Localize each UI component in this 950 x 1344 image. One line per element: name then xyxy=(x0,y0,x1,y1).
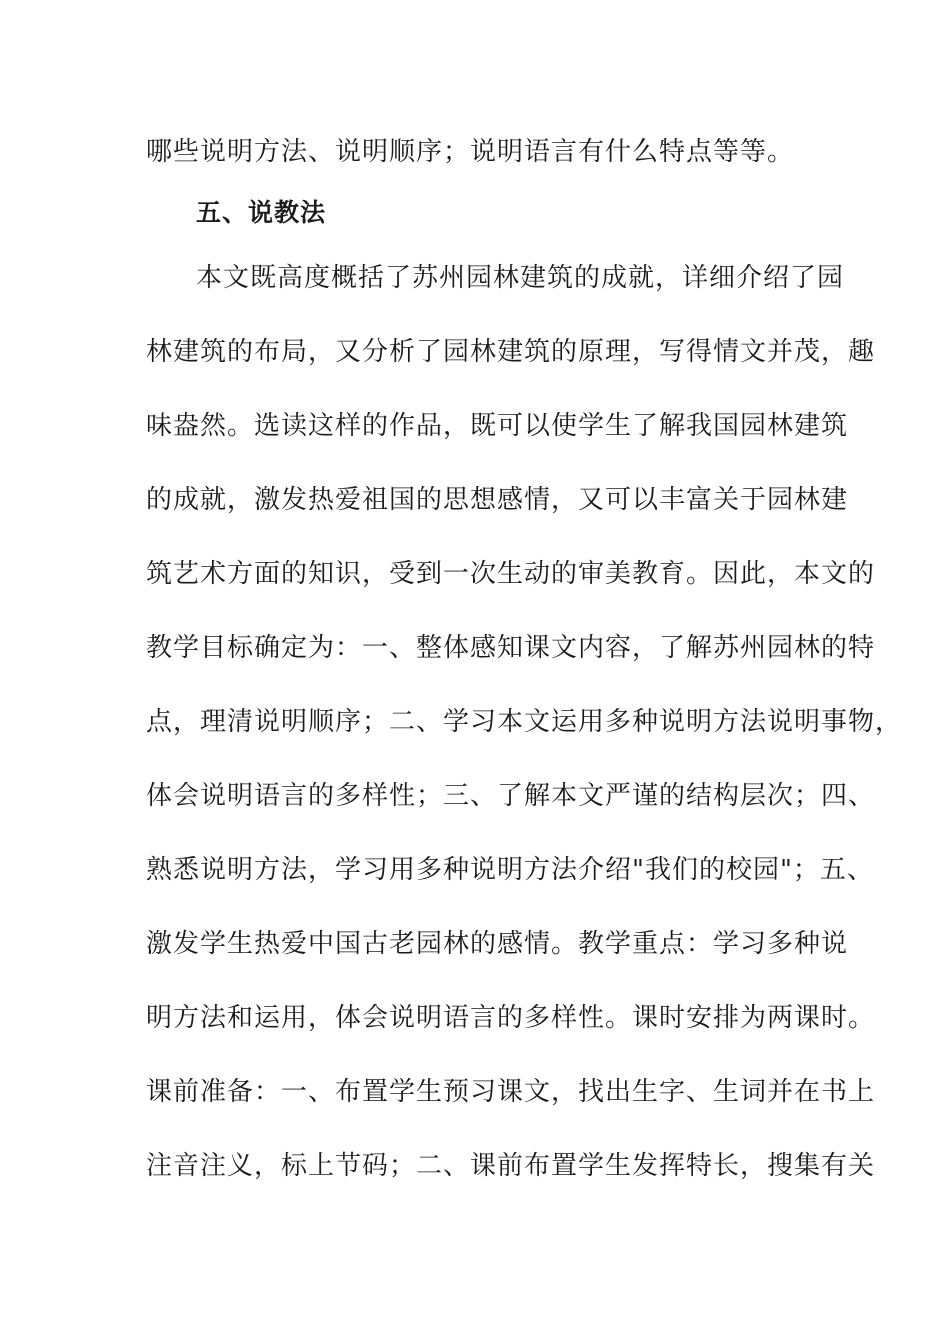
paragraph-line: 明方法和运用，体会说明语言的多样性。课时安排为两课时。 xyxy=(146,1003,876,1033)
paragraph-line: 味盎然。选读这样的作品，既可以使学生了解我国园林建筑 xyxy=(146,411,849,441)
intro-line: 哪些说明方法、说明顺序；说明语言有什么特点等等。 xyxy=(146,137,795,167)
paragraph-line: 点，理清说明顺序；二、学习本文运用多种说明方法说明事物， xyxy=(146,707,903,737)
paragraph-line: 注音注义，标上节码；二、课前布置学生发挥特长，搜集有关 xyxy=(146,1151,876,1181)
paragraph-line: 激发学生热爱中国古老园林的感情。教学重点：学习多种说 xyxy=(146,929,849,959)
paragraph-line: 筑艺术方面的知识，受到一次生动的审美教育。因此，本文的 xyxy=(146,559,876,589)
paragraph-line: 林建筑的布局，又分析了园林建筑的原理，写得情文并茂，趣 xyxy=(146,337,876,367)
paragraph-line: 体会说明语言的多样性；三、了解本文严谨的结构层次；四、 xyxy=(146,781,876,811)
paragraph-line: 课前准备：一、布置学生预习课文，找出生字、生词并在书上 xyxy=(146,1077,876,1107)
paragraph-line: 的成就，激发热爱祖国的思想感情，又可以丰富关于园林建 xyxy=(146,485,849,515)
paragraph-line: 熟悉说明方法，学习用多种说明方法介绍"我们的校园"；五、 xyxy=(146,855,874,885)
paragraph-line: 教学目标确定为：一、整体感知课文内容，了解苏州园林的特 xyxy=(146,633,876,663)
section-heading: 五、说教法 xyxy=(196,198,327,227)
paragraph-line: 本文既高度概括了苏州园林建筑的成就，详细介绍了园 xyxy=(196,263,845,293)
